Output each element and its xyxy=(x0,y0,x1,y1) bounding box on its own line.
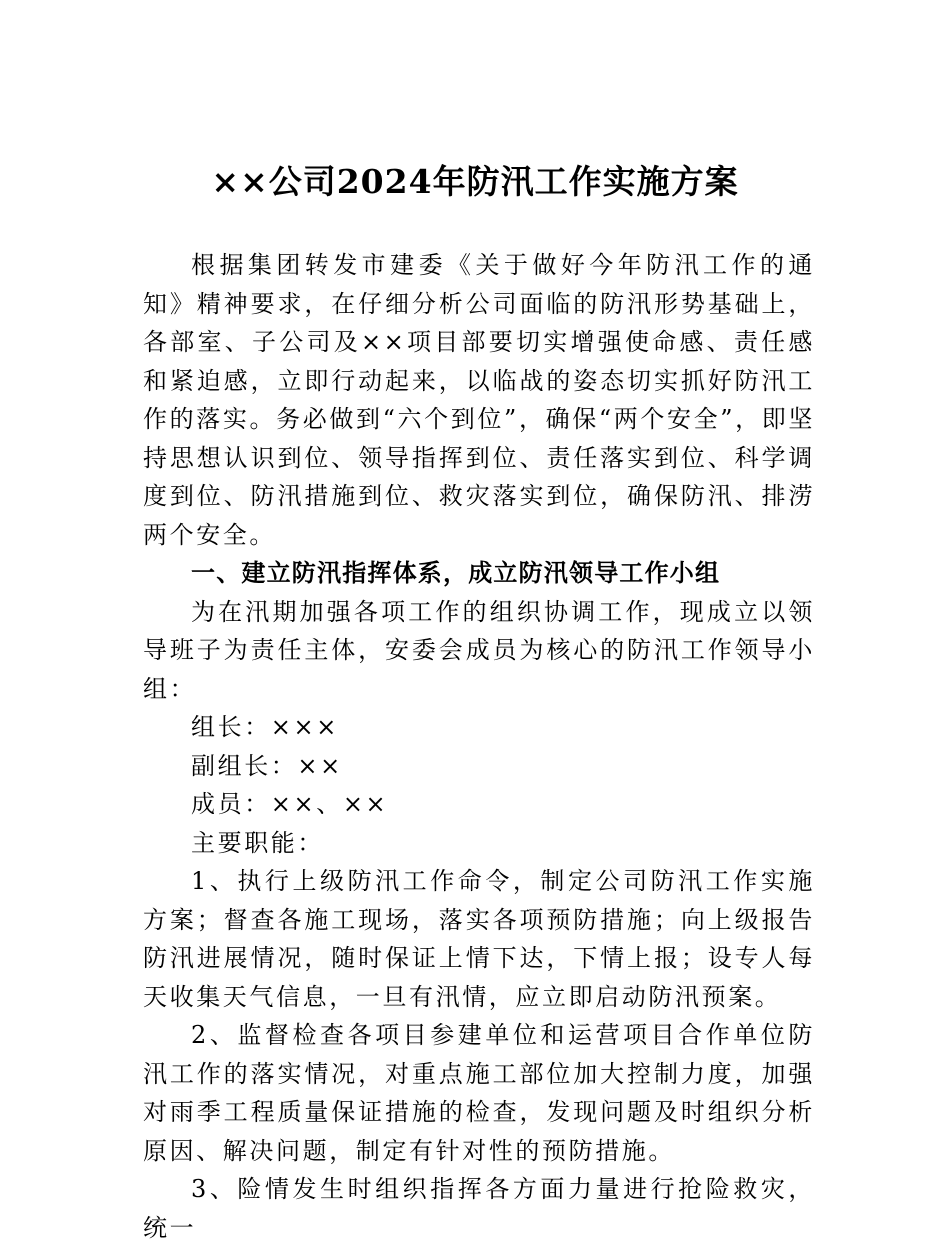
paragraph-duty-3: 3、险情发生时组织指挥各方面力量进行抢险救灾，统一 xyxy=(143,1175,815,1242)
paragraph-deputy-leader: 副组长：×× xyxy=(191,751,343,780)
paragraph-duty-1: 1、执行上级防汛工作命令，制定公司防汛工作实施方案；督查各施工现场，落实各项预防措施；向上级报告防汛进展情况，随时保证上情下达，下情上报；设专人每天收集天气信息，一旦有汛情，应立即启动防汛预案。 xyxy=(143,867,815,1011)
document-body xyxy=(143,246,815,1247)
paragraph-intro: 根据集团转发市建委《关于做好今年防汛工作的通知》精神要求，在仔细分析公司面临的防汛形势基础上，各部室、子公司及××项目部要切实增强使命感、责任感和紧迫感，立即行动起来，以临战的姿态切实抓好防汛工作的落实。务必做到“六个到位”，确保“两个安全”，即坚持思想认识到位、领导指挥到位、责任落实到位、科学调度到位、防汛措施到位、救灾落实到位，确保防汛、排涝两个安全。 xyxy=(143,251,815,549)
section-heading-1: 一、建立防汛指挥体系，成立防汛领导工作小组 xyxy=(191,558,721,587)
paragraph-duty-2: 2、监督检查各项目参建单位和运营项目合作单位防汛工作的落实情况，对重点施工部位加大控制力度，加强对雨季工程质量保证措施的检查，发现问题及时组织分析原因、解决问题，制定有针对性的预防措施。 xyxy=(143,1021,815,1165)
document-title: ××公司2024年防汛工作实施方案 xyxy=(211,162,739,201)
paragraph-members: 成员：××、×× xyxy=(191,790,389,818)
paragraph-team-setup: 为在汛期加强各项工作的组织协调工作，现成立以领导班子为责任主体，安委会成员为核心的防汛工作领导小组： xyxy=(143,597,815,703)
paragraph-duties-label: 主要职能： xyxy=(191,828,324,857)
paragraph-team-leader: 组长：××× xyxy=(191,713,339,741)
